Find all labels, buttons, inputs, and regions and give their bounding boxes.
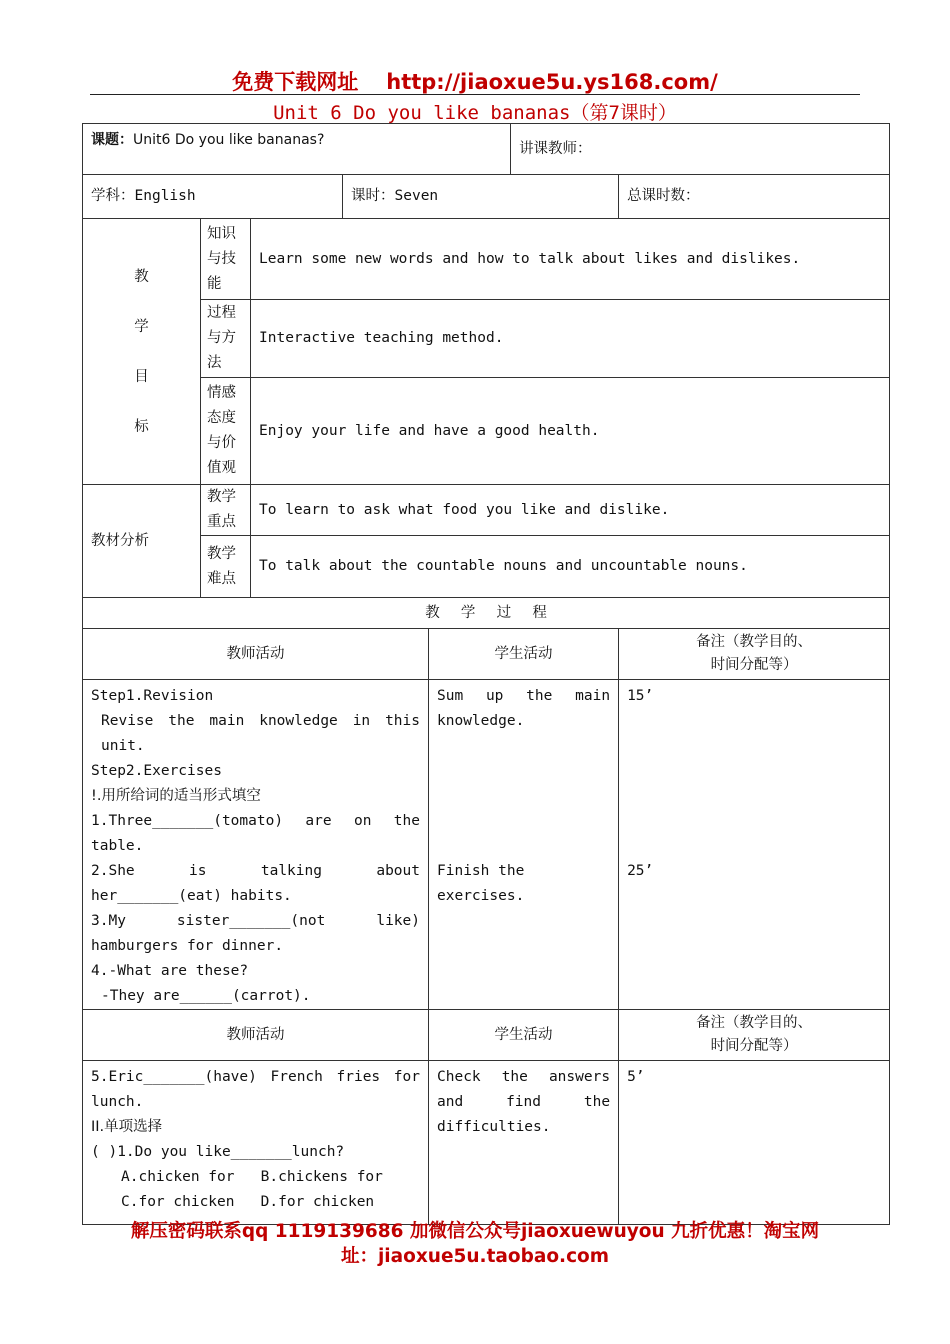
- period-cell: 课时：Seven: [343, 175, 619, 219]
- objective-process-label: 过程 与方 法: [201, 300, 251, 378]
- analysis-difficulty-text: To talk about the countable nouns and uncountable nouns.: [251, 536, 890, 598]
- notes-block2: 5’: [619, 1061, 890, 1225]
- banner-url[interactable]: http://jiaoxue5u.ys168.com/: [386, 70, 718, 94]
- objective-knowledge-text: Learn some new words and how to talk about likes and dislikes.: [251, 219, 890, 300]
- notes-block1: 15’ 25’: [619, 680, 890, 1010]
- header-rule: [90, 94, 860, 95]
- teacher-cell: 讲课教师：: [511, 124, 890, 175]
- student-activity-block2: Check the answers and find the difficulties.: [429, 1061, 619, 1225]
- analysis-key-label: 教学 重点: [201, 485, 251, 536]
- header-teacher-activity: 教师活动: [83, 629, 429, 680]
- student-activity-block1: Sum up the main knowledge. Finish the exercises.: [429, 680, 619, 1010]
- objective-knowledge-label: 知识 与技 能: [201, 219, 251, 300]
- page-title: Unit 6 Do you like bananas（第7课时）: [273, 102, 677, 124]
- footer-line-1: 解压密码联系qq 1119139686 加微信公众号jiaoxuewuyou 九折优惠！淘宝网: [130, 1221, 820, 1242]
- download-banner: [0, 66, 950, 96]
- analysis-difficulty-label: 教学 难点: [201, 536, 251, 598]
- header-notes-2: 备注（教学目的、 时间分配等）: [619, 1010, 890, 1061]
- footer-line-2[interactable]: 址：jiaoxue5u.taobao.com: [340, 1246, 610, 1267]
- subject-cell: 学科：English: [83, 175, 343, 219]
- analysis-group-label: 教材分析: [83, 485, 201, 598]
- topic-label: 课题：: [91, 132, 133, 148]
- objective-emotion-label: 情感 态度 与价 值观: [201, 378, 251, 485]
- process-title: 教 学 过 程: [83, 598, 890, 629]
- topic-cell: [83, 124, 511, 175]
- objective-emotion-text: Enjoy your life and have a good health.: [251, 378, 890, 485]
- header-notes: 备注（教学目的、 时间分配等）: [619, 629, 890, 680]
- banner-label: 免费下载网址: [232, 70, 359, 94]
- total-periods-cell: 总课时数：: [619, 175, 890, 219]
- teacher-activity-block1: Step1.Revision Revise the main knowledge in this unit. Step2.Exercises !.用所给词的适当形式填空 1.Three_______(tomato) are on the table. 2.She is talking about her_______(eat) habits. 3.My sister_______(not like) hamburgers for dinner. 4.-What are these? -They are______(carrot).: [83, 680, 429, 1010]
- objectives-group-label: 教 学 目 标: [83, 219, 201, 485]
- analysis-key-text: To learn to ask what food you like and dislike.: [251, 485, 890, 536]
- header-student-activity: 学生活动: [429, 629, 619, 680]
- header-teacher-activity-2: 教师活动: [83, 1010, 429, 1061]
- footer-contact: [0, 1219, 950, 1269]
- objective-process-text: Interactive teaching method.: [251, 300, 890, 378]
- topic-value: Unit6 Do you like bananas?: [133, 132, 325, 148]
- lesson-plan-table: [82, 123, 890, 1225]
- header-student-activity-2: 学生活动: [429, 1010, 619, 1061]
- teacher-activity-block2: 5.Eric_______(have) French fries for lunch. II.单项选择 ( )1.Do you like_______lunch? A.chicken for B.chickens for C.for chicken D.for chicken: [83, 1061, 429, 1225]
